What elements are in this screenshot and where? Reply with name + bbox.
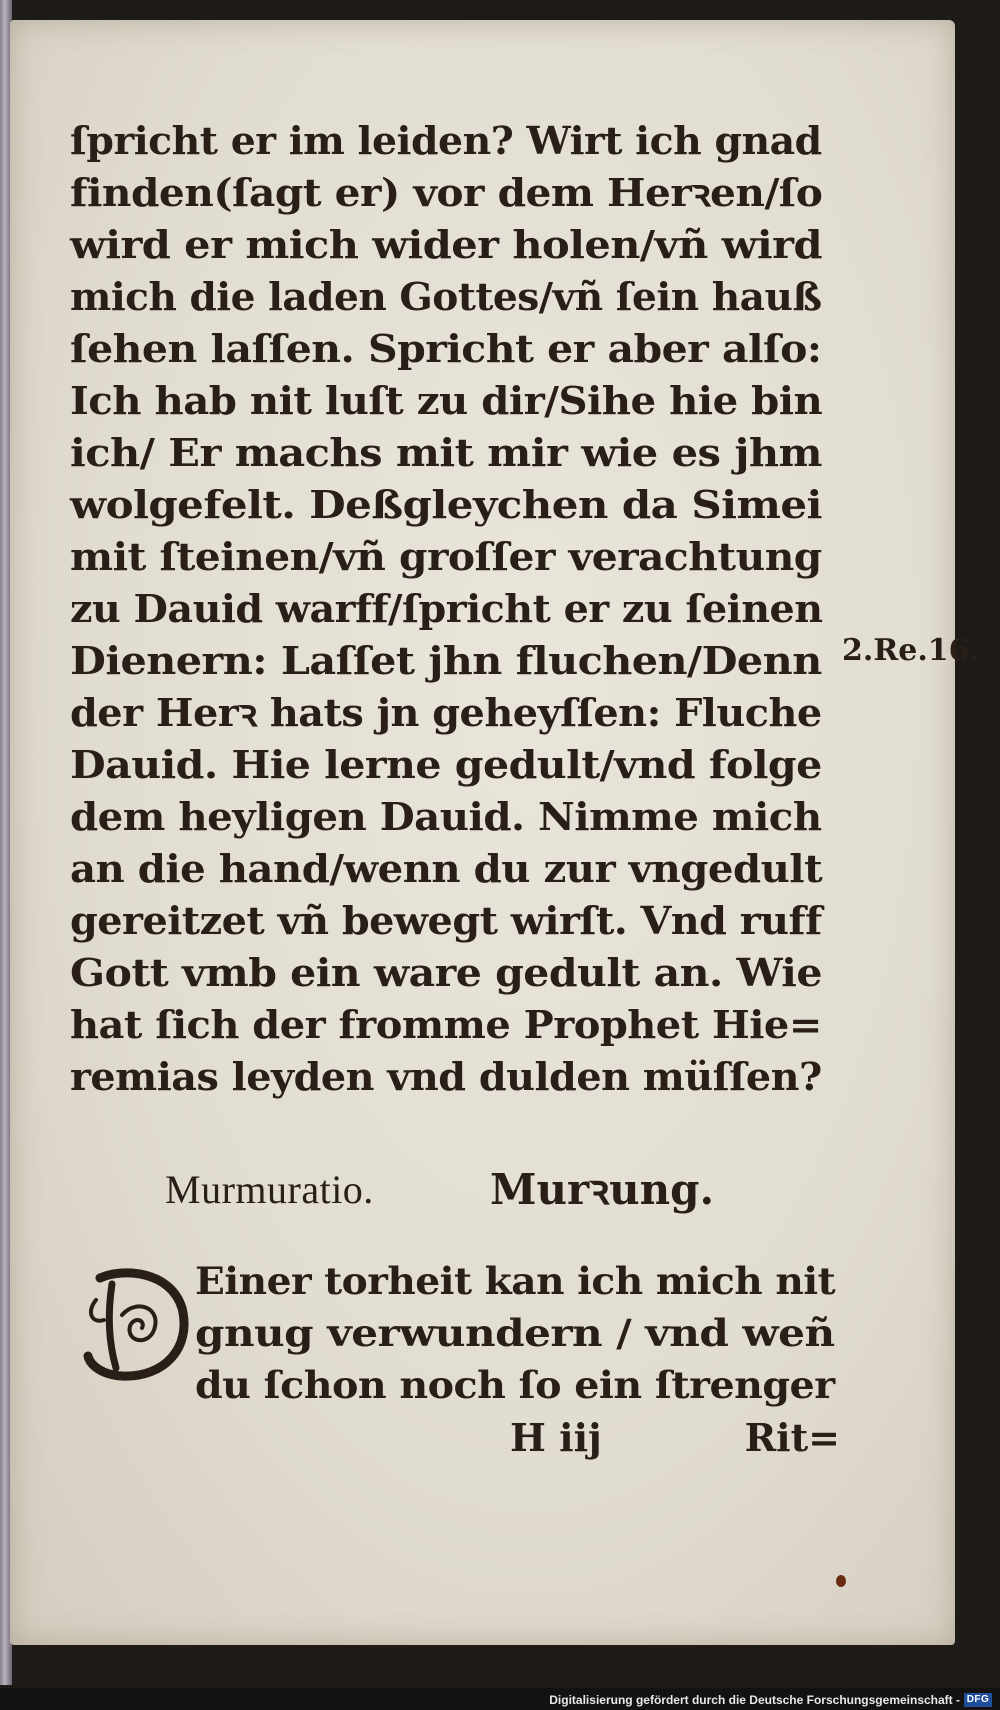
text-line: finden(ſagt er) vor dem Herꝛen/ſo — [70, 170, 823, 215]
text-line: gnug verwundern / vnd weñ — [195, 1311, 835, 1355]
text-line: Gott vmb ein ware gedult an. Wie — [70, 950, 822, 995]
text-line: wolgefelt. Deßgleychen da Simei — [70, 482, 822, 527]
text-line: Dauid. Hie lerne gedult/vnd folge — [70, 742, 822, 787]
signature-mark: H iij — [510, 1415, 602, 1460]
credit-bar — [0, 1688, 1000, 1710]
text-line: ſpricht er im leiden? Wirt ich gnad — [70, 118, 822, 163]
heading-latin: Murmuratio. — [165, 1167, 374, 1212]
decorated-initial-icon — [82, 1260, 192, 1385]
main-text-block — [70, 115, 830, 1103]
svg-text:D: D — [137, 1332, 146, 1343]
text-line: wird er mich wider holen/vñ wird — [70, 222, 822, 267]
heading-german: Murꝛung. — [490, 1165, 715, 1214]
book-page — [10, 20, 980, 1645]
text-line: zu Dauid warff/ſpricht er zu ſeinen — [70, 586, 823, 631]
catchword: Rit= — [744, 1415, 840, 1460]
text-line: der Herꝛ hats jn geheyſſen: Fluche — [70, 690, 822, 735]
text-line: remias leyden vnd dulden müſſen? — [70, 1054, 822, 1099]
text-line: an die hand/wenn du zur vngedult — [70, 846, 823, 891]
text-line: ſehen laſſen. Spricht er aber alſo: — [70, 326, 822, 371]
text-line: du ſchon noch ſo ein ſtrenger — [195, 1363, 835, 1407]
text-line: mich die laden Gottes/vñ ſein hauß — [70, 274, 822, 319]
marginal-reference: 2.Re.16. — [842, 633, 980, 668]
text-line: ich/ Er machs mit mir wie es jhm — [70, 430, 822, 475]
section-heading — [165, 1160, 865, 1220]
text-line: Dienern: Laſſet jhn fluchen/Denn — [70, 638, 822, 683]
text-line: gereitzet vñ bewegt wirſt. Vnd ruff — [70, 898, 822, 943]
dfg-logo-icon: DFG — [964, 1693, 992, 1707]
text-line: Ich hab nit luſt zu dir/Sihe hie bin — [70, 378, 823, 423]
dropcap-paragraph — [195, 1255, 835, 1411]
ink-stain — [836, 1575, 846, 1587]
text-line: hat ſich der fromme Prophet Hie= — [70, 1002, 822, 1047]
page-footer-line — [510, 1415, 840, 1467]
credit-text: Digitalisierung gefördert durch die Deutsche Forschungsgemeinschaft - — [549, 1693, 960, 1707]
text-line: dem heyligen Dauid. Nimme mich — [70, 794, 822, 839]
text-line: Einer torheit kan ich mich nit — [195, 1259, 836, 1303]
text-line: mit ſteinen/vñ groſſer verachtung — [70, 534, 822, 579]
